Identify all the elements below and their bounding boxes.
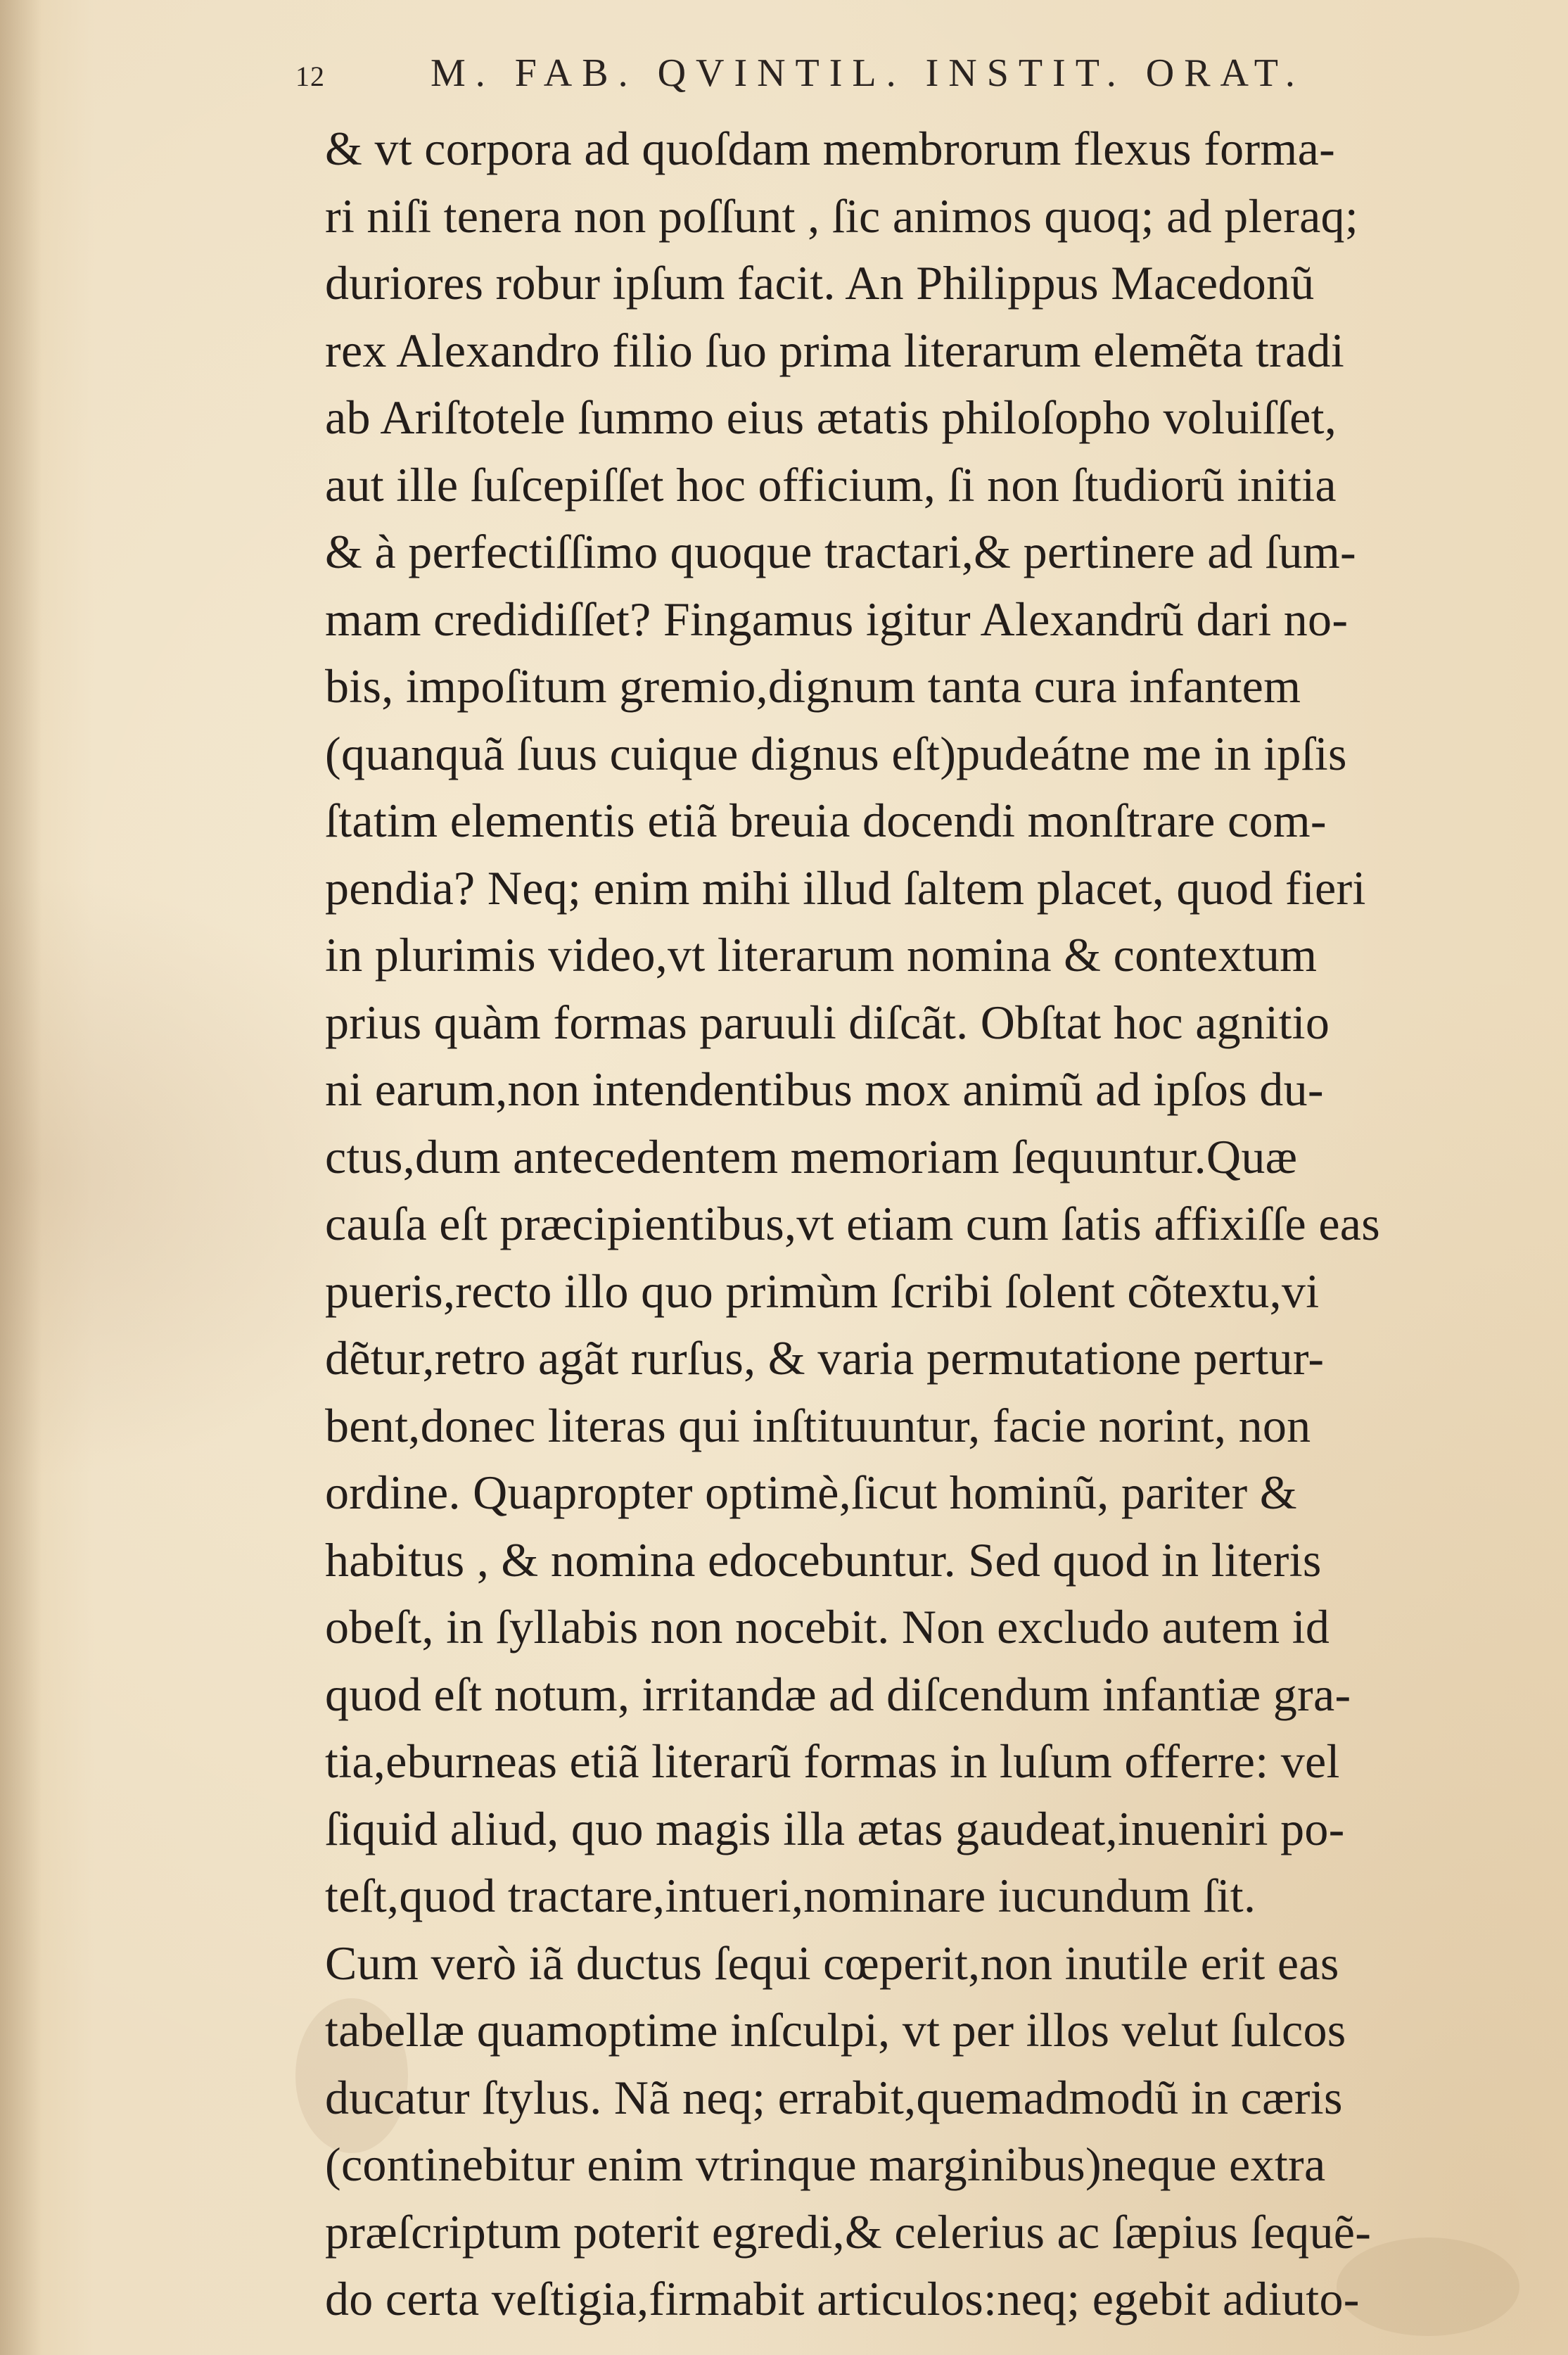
text-line: ni earum,non intendentibus mox animũ ad ipſos du- [325,1062,1324,1116]
text-line: Cum verò iã ductus ſequi cœperit,non inutile erit eas [325,1936,1339,1990]
text-line: obeſt, in ſyllabis non nocebit. Non excludo autem id [325,1600,1330,1653]
text-line: bent,donec literas qui inſtituuntur, facie norint, non [325,1398,1311,1452]
running-title: M. FAB. QVINTIL. INSTIT. ORAT. [431,51,1305,95]
page-header [295,51,1305,107]
text-line: ducatur ſtylus. Nã neq; errabit,quemadmodũ in cæris [325,2070,1343,2124]
text-line: teſt,quod tractare,intueri,nominare iucundum ſit. [325,1869,1256,1922]
text-line: pueris,recto illo quo primùm ſcribi ſolent cõtextu,vi [325,1264,1320,1318]
text-line: do certa veſtigia,firmabit articulos:neq; egebit adiuto- [325,2272,1360,2325]
body-text [325,115,1528,2333]
text-line: & à perfectiſſimo quoque tractari,& pertinere ad ſum- [325,525,1356,578]
text-line: prius quàm formas paruuli diſcãt. Obſtat hoc agnitio [325,995,1330,1049]
text-line: tabellæ quamoptime inſculpi, vt per illos velut ſulcos [325,2003,1346,2057]
text-line: ſiquid aliud, quo magis illa ætas gaudeat,inueniri po- [325,1801,1345,1855]
text-line: (quanquã ſuus cuique dignus eſt)pudeátne me in ipſis [325,726,1347,780]
text-line: ab Ariſtotele ſummo eius ætatis philoſopho voluiſſet, [325,391,1337,444]
text-line: aut ille ſuſcepiſſet hoc officium, ſi non ſtudiorũ initia [325,457,1337,512]
text-line: cauſa eſt præcipientibus,vt etiam cum ſatis affixiſſe eas [325,1197,1381,1250]
text-line: tia,eburneas etiã literarũ formas in luſum offerre: vel [325,1734,1340,1788]
text-line: habitus , & nomina edocebuntur. Sed quod in literis [325,1532,1322,1587]
text-line: pendia? Neq; enim mihi illud ſaltem placet, quod fieri [325,861,1366,915]
text-line: dẽtur,retro agãt rurſus, & varia permutatione pertur- [325,1331,1325,1385]
page-number: 12 [295,61,325,92]
gutter-shadow [0,0,42,2355]
text-line: (continebitur enim vtrinque marginibus)neque extra [325,2138,1326,2191]
text-line: bis, impoſitum gremio,dignum tanta cura infantem [325,659,1301,713]
text-line: rex Alexandro filio ſuo prima literarum elemẽta tradi [325,323,1345,377]
text-line: & vt corpora ad quoſdam membrorum flexus forma- [325,122,1336,175]
text-line: ſtatim elementis etiã breuia docendi monſtrare com- [325,794,1327,847]
text-line: mam credidiſſet? Fingamus igitur Alexandrũ dari no- [325,592,1349,646]
text-line: duriores robur ipſum facit. An Philippus Macedonũ [325,256,1315,310]
text-line: ctus,dum antecedentem memoriam ſequuntur.Quæ [325,1129,1298,1183]
text-line: in plurimis video,vt literarum nomina & contextum [325,928,1318,982]
text-line: quod eſt notum, irritandæ ad diſcendum infantiæ gra- [325,1667,1351,1721]
text-line: præſcriptum poterit egredi,& celerius ac ſæpius ſequẽ- [325,2204,1372,2259]
text-line: ordine. Quapropter optimè,ſicut hominũ, pariter & [325,1466,1297,1519]
text-line: ri niſi tenera non poſſunt , ſic animos quoq; ad pleraq; [325,189,1359,243]
